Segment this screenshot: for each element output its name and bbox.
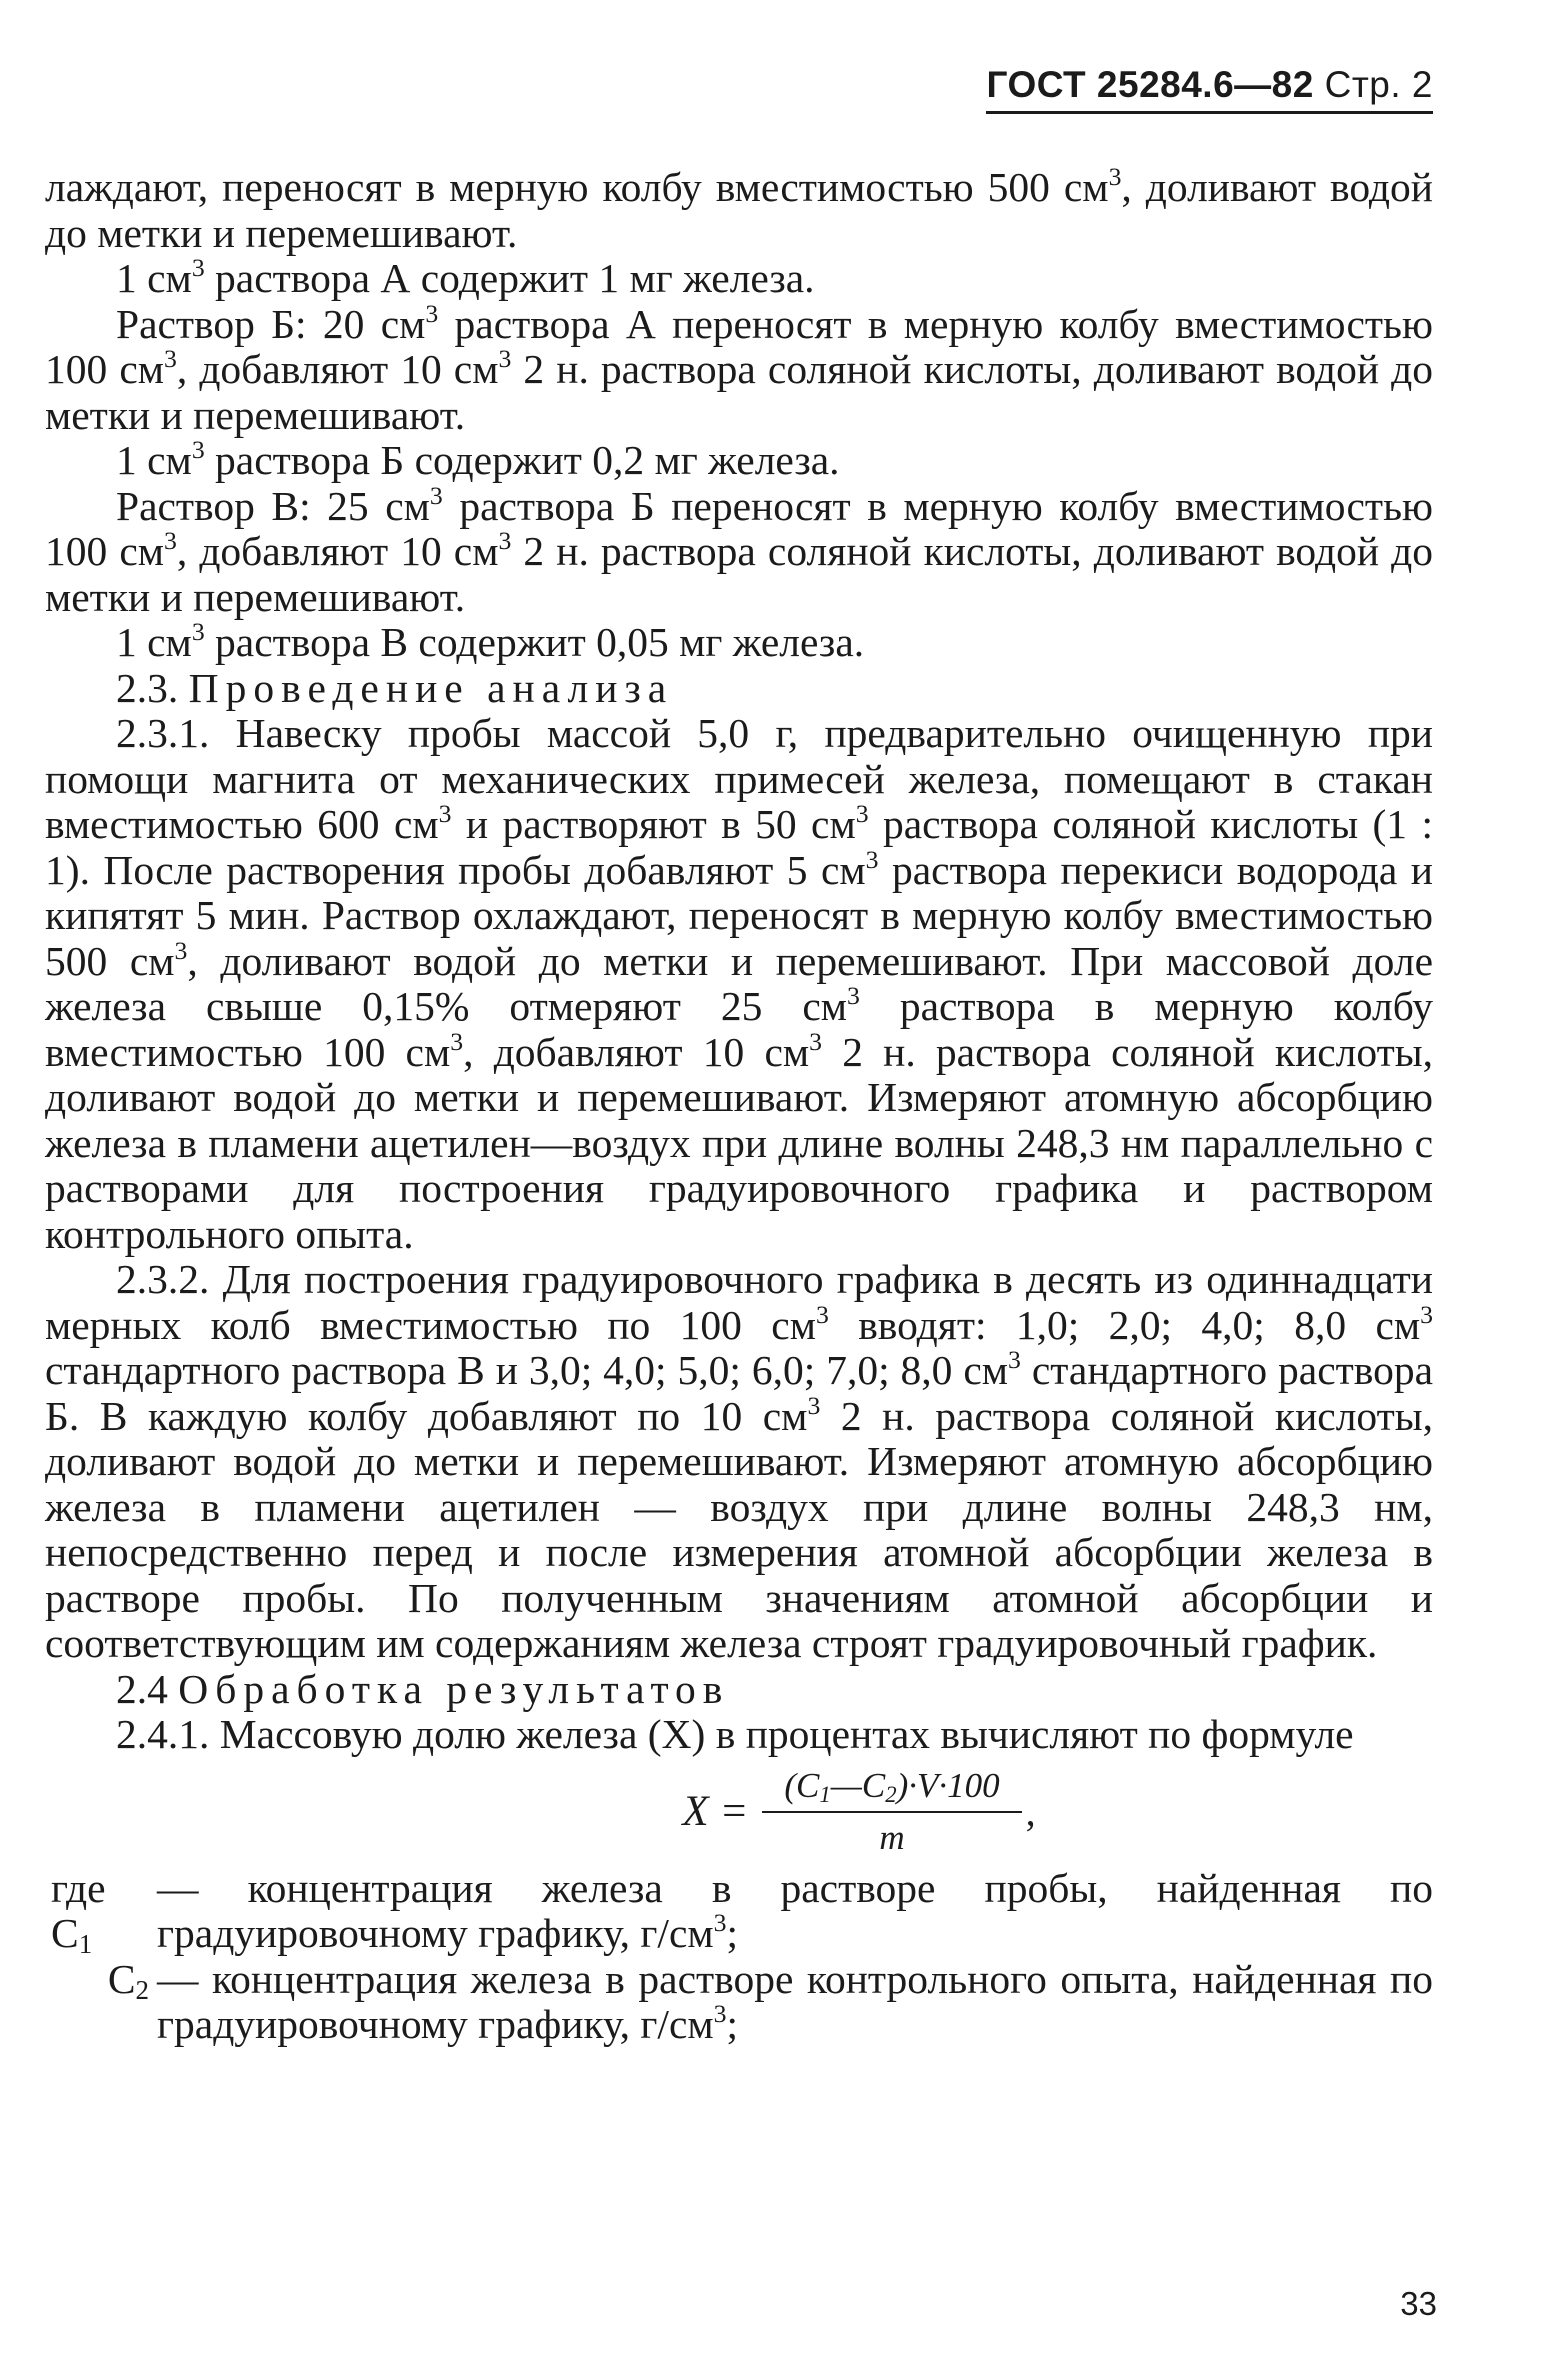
standard-number: ГОСТ 25284.6—82	[986, 64, 1314, 105]
page-label: Стр. 2	[1324, 64, 1433, 105]
paragraph-solution-b: Раствор Б: 20 $см^3$ раствора А переносят в мерную колбу вместимостью 100 $см^3$, добавляют 10 $см^3$ 2 н. раствора соляной кислоты, доливают водой до метки и перемешивают.	[45, 298, 1433, 438]
definition-symbol: $C_2$	[107, 1955, 149, 2005]
paragraph-solution-v-content: 1 $см^3$ раствора В содержит 0,05 мг железа.	[116, 617, 865, 665]
definition-symbol: где $C_1$	[51, 1864, 106, 1959]
definition-text: — концентрация железа в растворе контрольного опыта, найденная по градуировочному графику, $г/см^3$;	[157, 1955, 1433, 2047]
paragraph-2-3-1: 2.3.1. Навеску пробы массой 5,0 г, предварительно очищенную при помощи магнита от механических примесей железа, помещают в стакан вместимостью 600 $см^3$ и растворяют в 50 $см^3$ раствора соляной кислоты (1 : 1). После растворения пробы добавляют 5 $см^3$ раствора перекиси водорода и кипятят 5 мин. Раствор охлаждают, переносят в мерную колбу вместимостью 500 $см^3$, доливают водой до метки и перемешивают. При массовой доле железа свыше 0,15% отмеряют 25 $см^3$ раствора в мерную колбу вместимостью 100 $см^3$, добавляют 10 $см^3$ 2 н. раствора соляной кислоты, доливают водой до метки и перемешивают. Измеряют атомную абсорбцию железа в пламени ацетилен—воздух при длине волны 248,3 нм параллельно с растворами для построения градуировочного графика и раствором контрольного опыта.	[45, 710, 1434, 1257]
section-heading-2-3: 2.3. Проведение анализа	[116, 664, 674, 711]
formula-denominator: m	[879, 1817, 905, 1857]
section-title: Проведение анализа	[188, 664, 674, 711]
formula-numerator: $(C_1—C_2)\cdot V\cdot 100$	[762, 1765, 1021, 1813]
paragraph-2-3-2: 2.3.2. Для построения градуировочного графика в десять из одиннадцати мерных колб вместимостью по 100 $см^3$ вводят: 1,0; 2,0; 4,0; 8,0 $см^3$ стандартного раствора В и 3,0; 4,0; 5,0; 6,0; 7,0; 8,0 $см^3$ стандартного раствора Б. В каждую колбу добавляют по 10 $см^3$ 2 н. раствора соляной кислоты, доливают водой до метки и перемешивают. Измеряют атомную абсорбцию железа в пламени ацетилен — воздух при длине волны 248,3 нм, непосредственно перед и после измерения атомной абсорбции железа в растворе пробы. По полученным значениям атомной абсорбции и соответствующим им содержаниям железа строят градуировочный график.	[45, 1256, 1434, 1666]
formula-lhs: X =	[682, 1787, 749, 1835]
definition-c1	[45, 1866, 1433, 1957]
paragraph-2-4-1: 2.4.1. Массовую долю железа (X) в процентах вычисляют по формуле	[116, 1711, 1354, 1757]
paragraph-solution-v: Раствор В: 25 $см^3$ раствора Б переносят в мерную колбу вместимостью 100 $см^3$, добавляют 10 $см^3$ 2 н. раствора соляной кислоты, доливают водой до метки и перемешивают.	[45, 480, 1433, 620]
formula-fraction	[762, 1765, 1021, 1859]
paragraph-continuation: лаждают, переносят в мерную колбу вместимостью 500 $см^3$, доливают водой до метки и перемешивают.	[45, 162, 1433, 256]
definition-c2	[45, 1957, 1433, 2048]
document-body	[45, 162, 1434, 2048]
page-header	[986, 66, 1433, 114]
paragraph-solution-b-content: 1 $см^3$ раствора Б содержит 0,2 мг железа.	[116, 435, 840, 483]
page-number: 33	[1400, 2285, 1437, 2322]
definition-text: — концентрация железа в растворе пробы, найденная по градуировочному графику, $г/см^3$;	[157, 1864, 1433, 1956]
paragraph-solution-a-content: 1 $см^3$ раствора А содержит 1 мг железа.	[116, 253, 815, 301]
section-heading-2-4: 2.4 Обработка результатов	[116, 1665, 730, 1712]
section-title: Обработка результатов	[178, 1665, 730, 1712]
formula	[285, 1758, 1433, 1866]
formula-comma: ,	[1025, 1788, 1036, 1834]
